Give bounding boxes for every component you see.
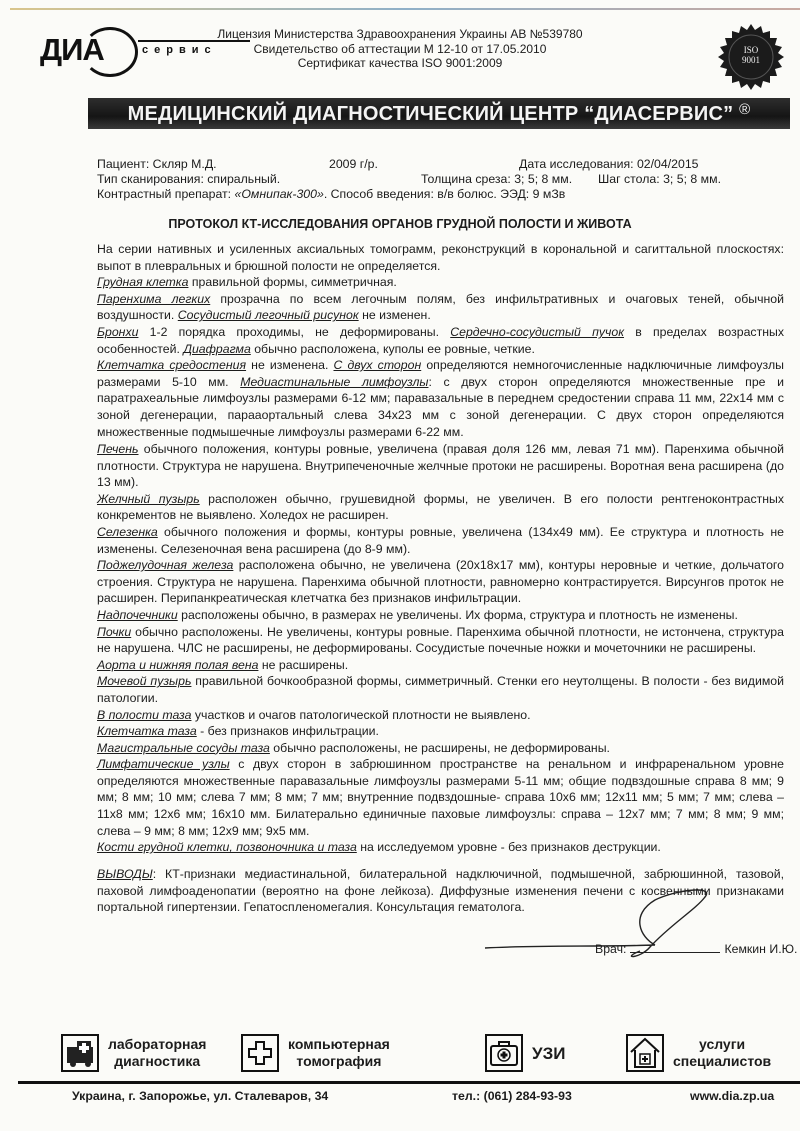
finding-text: обычного положения, контуры ровные, увеличена (правая доля 126 мм, левая 71 мм). Паренхима обычной плотности. Структура не нарушена. Внутрипеченочные желчные протоки не расширены. Воротная вена расширена (до 13 мм). (97, 442, 784, 490)
certificate-line: Свидетельство об аттестации М 12-10 от 17.05.2010 (253, 41, 547, 56)
report-paragraph (97, 557, 784, 607)
finding-heading: Диафрагма (183, 341, 251, 356)
logo-sub-text: сервис (142, 44, 217, 56)
report-paragraph (97, 274, 784, 291)
report-paragraph (97, 241, 784, 274)
finding-heading: Желчный пузырь (97, 491, 200, 506)
service-line-2: диагностика (114, 1053, 201, 1069)
finding-heading: Паренхима легких (97, 291, 211, 306)
report-paragraph (97, 607, 784, 624)
license-info (200, 27, 600, 71)
finding-text: не изменен. (358, 308, 431, 323)
finding-heading: Клетчатка таза (97, 724, 197, 739)
report-paragraph (97, 357, 784, 440)
services-strip (60, 1028, 780, 1078)
finding-heading: Печень (97, 442, 139, 456)
contrast-label: Контрастный препарат: (97, 187, 235, 201)
report-paragraph (97, 839, 784, 856)
service-label (532, 1045, 565, 1062)
report-paragraph (97, 657, 784, 674)
finding-text: обычно расположены. Не увеличены, контуры ровные. Паренхима обычной плотности, не истончена, структура не нарушена. ЧЛС не расширены, не деформированы. Сосудистые почечные ножки и мочеточники не расширены. (97, 624, 784, 656)
patient-birth-year: 2009 г/р. (329, 157, 378, 171)
finding-text: обычного положения и формы, контуры ровные, увеличена (134х49 мм). Ее структура и плотность не изменены. Селезеночная вена расширена (до 8-9 мм). (97, 524, 784, 556)
service-label (673, 1036, 771, 1070)
footer-address: Украина, г. Запорожье, ул. Сталеваров, 34 (72, 1089, 329, 1103)
service-line-2: томография (296, 1053, 382, 1069)
report-paragraph (97, 740, 784, 757)
diaservis-logo (38, 26, 218, 74)
report-paragraph (97, 441, 784, 491)
contrast-drug: «Омнипак-300» (234, 187, 324, 201)
service-line-2: специалистов (673, 1053, 772, 1069)
finding-heading: Медиастинальные лимфоузлы (240, 374, 429, 389)
finding-text: не расширены. (258, 657, 349, 672)
report-paragraph (97, 756, 784, 839)
service-line-1: компьютерная (288, 1036, 390, 1052)
report-paragraph (97, 291, 784, 324)
table-step: Шаг стола: 3; 5; 8 мм. (598, 172, 721, 186)
finding-heading: Селезенка (97, 524, 158, 539)
finding-heading: В полости таза (97, 707, 192, 722)
center-title-banner (88, 98, 790, 129)
finding-heading: Лимфатические узлы (97, 757, 230, 772)
doctor-name: Кемкин И.Ю. (724, 942, 798, 956)
finding-heading: Поджелудочная железа (97, 558, 234, 573)
finding-heading: Грудная клетка (97, 275, 189, 290)
finding-text: правильной бочкообразной формы, симметричный. Стенки его неутолщены. В полости - без видимой патологии. (97, 674, 784, 705)
medical-cross-icon (240, 1033, 280, 1073)
finding-heading: Аорта и нижняя полая вена (97, 657, 259, 672)
patient-name: Пациент: Скляр М.Д. (97, 157, 217, 171)
finding-text: 1-2 порядка проходимы, не деформированы. (138, 324, 451, 339)
service-line-1: услуги (699, 1036, 746, 1052)
report-paragraph (97, 524, 784, 557)
seal-text (718, 45, 784, 65)
finding-text: правильной формы, симметричная. (188, 275, 397, 290)
license-line: Лицензия Министерства Здравоохранения Украины АВ №539780 (217, 27, 583, 41)
exam-date: Дата исследования: 02/04/2015 (519, 157, 699, 171)
finding-text: на исследуемом уровне - без признаков деструкции. (356, 840, 661, 855)
footer-website[interactable]: www.dia.zp.ua (690, 1089, 775, 1103)
finding-text: расположены обычно, в размерах не увеличены. Их форма, структура и плотность не изменены. (177, 607, 738, 622)
report-paragraph (97, 624, 784, 657)
finding-heading: Сосудистый легочный рисунок (177, 308, 359, 323)
report-paragraph (97, 491, 784, 524)
service-line-1: УЗИ (532, 1043, 566, 1063)
finding-text: прозрачна по всем легочным полям, без инфильтративных и очаговых теней, обычной воздушности. (97, 291, 785, 323)
ambulance-icon (60, 1033, 100, 1073)
service-ultrasound (484, 1028, 565, 1078)
finding-text: обычно расположены, не расширены, не деформированы. (269, 740, 610, 755)
finding-text: участков и очагов патологической плотности не выявлено. (191, 707, 531, 722)
house-cross-icon (625, 1033, 665, 1073)
finding-heading: Клетчатка средостения (97, 358, 247, 373)
logo-main-text: ДИА (40, 32, 104, 67)
contrast-details: . Способ введения: в/в болюс. ЭЭД: 9 мЗв (323, 187, 566, 201)
finding-text: с двух сторон в забрюшинном пространстве на ренальном и инфраренальном уровне определяются множественные паравазальные лимфоузлы размерами 5-11 мм; общие подвздошные справа 8 мм; 9 мм; 8 мм; 10 мм; слева 7 мм; 8 мм; 7 мм; внутренние подвздошные- справа 10х6 мм; 12х11 мм; 5 мм; 7 мм; слева – 11х8 мм; 12х6 мм; 16х10 мм. Билатерально единичные паховые лимфоузлы: справа – 12х7 мм; 7 мм; 8 мм; 9 мм; слева – 9 мм; 8 мм; 12х9 мм; 9х5 мм. (97, 757, 784, 838)
center-title (88, 101, 790, 126)
service-label (108, 1036, 206, 1070)
finding-text: : с двух сторон определяются множественные пре и паратрахеальные лимфоузлы размерами 6-12 мм; паравазальные в переднем средостении справа 11 мм, 22х14 мм с зоной дегенерации, парааортальный слева 34х23 мм с зоной дегенерации. С двух сторон определяются множественные подмышечные лимфоузлы размерами 6-22 мм. (97, 374, 784, 439)
service-lab-diagnostics (60, 1028, 206, 1078)
top-decorative-line (10, 8, 800, 10)
finding-text: не изменена. (246, 358, 334, 373)
finding-text: обычно расположена, куполы ее ровные, четкие. (250, 341, 535, 356)
finding-text: расположена обычно, не увеличена (20х18х17 мм), контуры неровные и четкие, дольчатого строения. Структура не нарушена. Паренхима обычной плотности, равномерно контрастируется. Вирсунгов проток не расширен. Перипанкреатическая клетчатка без признаков инфильтрации. (97, 558, 784, 606)
doctor-label: Врач: (595, 942, 627, 956)
finding-text: в пределах возрастных особенностей. (97, 324, 784, 356)
finding-text: На серии нативных и усиленных аксиальных томограмм, реконструкций в корональной и сагиттальной плоскостях: выпот в плевральных и брюшной полости не определяется. (97, 242, 784, 273)
seal-line-1: ISO (743, 45, 759, 55)
iso-line: Сертификат качества ISO 9001:2009 (297, 56, 503, 70)
finding-heading: Надпочечники (97, 607, 178, 622)
service-label (288, 1036, 390, 1070)
service-line-1: лабораторная (108, 1036, 207, 1052)
medical-kit-icon (484, 1033, 524, 1073)
contrast-info (97, 187, 565, 202)
logo-ring (82, 27, 138, 77)
finding-heading: Почки (97, 624, 132, 639)
report-paragraph (97, 723, 784, 740)
service-specialists (625, 1028, 771, 1078)
finding-heading: Бронхи (97, 324, 139, 339)
finding-heading: Сердечно-сосудистый пучок (450, 324, 625, 339)
finding-heading: ВЫВОДЫ (97, 867, 153, 881)
slice-thickness: Толщина среза: 3; 5; 8 мм. (421, 172, 573, 186)
abdomen-findings-section (97, 441, 784, 856)
registered-mark: ® (739, 101, 751, 118)
service-ct (240, 1028, 390, 1078)
signature-blank (630, 952, 720, 953)
scan-type: Тип сканирования: спиральный. (97, 172, 281, 186)
finding-text: определяются немногочисленные надключичные лимфоузлы размерами 5-10 мм. (97, 358, 785, 389)
chest-findings-section (97, 241, 784, 440)
finding-text: - без признаков инфильтрации. (196, 724, 379, 739)
finding-text: : КТ-признаки медиастинальной, билатеральной надключичной, подмышечной, забрюшинной, тазовой, паховой лимфоаденопатии (вероятно на фоне лейкоза). Диффузные изменения печени с косвенными признаками портальной гипертензии. Гепатоспленомегалия. Консультация гематолога. (97, 867, 784, 915)
seal-line-2: 9001 (742, 55, 760, 65)
finding-heading: Кости грудной клетки, позвоночника и таза (97, 840, 357, 855)
protocol-title: ПРОТОКОЛ КТ-ИССЛЕДОВАНИЯ ОРГАНОВ ГРУДНОЙ ПОЛОСТИ И ЖИВОТА (168, 217, 632, 231)
center-title-text: МЕДИЦИНСКИЙ ДИАГНОСТИЧЕСКИЙ ЦЕНТР “ДИАСЕРВИС” (127, 103, 734, 125)
footer-divider (18, 1081, 800, 1084)
report-paragraph (97, 324, 784, 357)
finding-heading: Магистральные сосуды таза (97, 740, 270, 755)
patient-info (97, 157, 787, 202)
report-paragraph (97, 707, 784, 724)
finding-heading: Мочевой пузырь (97, 674, 192, 689)
doctor-signature-line (595, 942, 797, 956)
finding-text: расположен обычно, грушевидной формы, не увеличен. В его полости рентгеноконтрастных конкрементов не выявлено. Холедох не расширен. (97, 491, 785, 523)
report-paragraph (97, 673, 784, 706)
finding-heading: С двух сторон (333, 358, 422, 373)
footer-phone: тел.: (061) 284-93-93 (452, 1089, 572, 1103)
